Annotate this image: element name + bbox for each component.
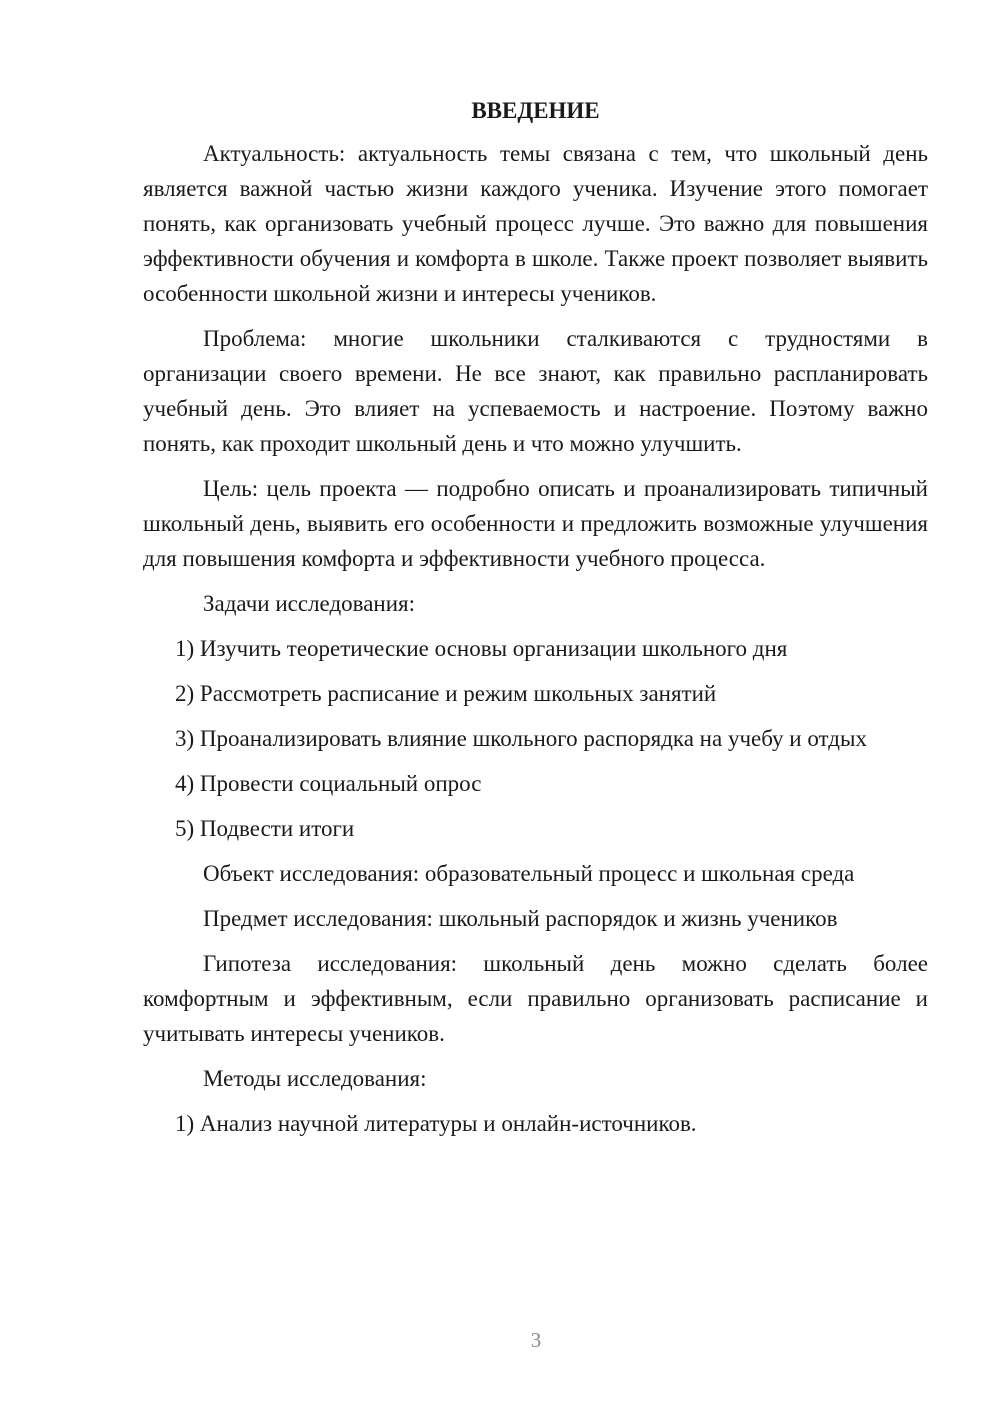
methods-heading: Методы исследования: xyxy=(203,1066,427,1091)
task-item: 3) Проанализировать влияние школьного распорядка на учебу и отдых xyxy=(175,726,867,751)
problem-paragraph: Проблема: многие школьники сталкиваются с трудностями в организации своего времени. Не все знают, как правильно распланировать учебный день. Это влияет на успеваемость и настроение. Поэтому важно понять, как проходит школьный день и что можно улучшить. xyxy=(143,326,928,456)
page-content xyxy=(143,92,928,1151)
hypothesis-paragraph: Гипотеза исследования: школьный день можно сделать более комфортным и эффективным, если правильно организовать расписание и учитывать интересы учеников. xyxy=(143,951,928,1046)
page-number: 3 xyxy=(530,1328,542,1352)
relevance-paragraph: Актуальность: актуальность темы связана с тем, что школьный день является важной частью жизни каждого ученика. Изучение этого помогает понять, как организовать учебный процесс лучше. Это важно для повышения эффективности обучения и комфорта в школе. Также проект позволяет выявить особенности школьной жизни и интересы учеников. xyxy=(143,141,928,306)
tasks-heading: Задачи исследования: xyxy=(203,591,416,616)
task-item: 2) Рассмотреть расписание и режим школьных занятий xyxy=(175,681,717,706)
goal-paragraph: Цель: цель проекта — подробно описать и проанализировать типичный школьный день, выявить его особенности и предложить возможные улучшения для повышения комфорта и эффективности учебного процесса. xyxy=(143,476,928,571)
task-item: 1) Изучить теоретические основы организации школьного дня xyxy=(175,636,788,661)
task-item: 4) Провести социальный опрос xyxy=(175,771,482,796)
research-subject: Предмет исследования: школьный распорядок и жизнь учеников xyxy=(203,906,838,931)
task-item: 5) Подвести итоги xyxy=(175,816,355,841)
method-item: 1) Анализ научной литературы и онлайн-источников. xyxy=(175,1111,697,1136)
section-title: ВВЕДЕНИЕ xyxy=(471,98,600,123)
research-object: Объект исследования: образовательный процесс и школьная среда xyxy=(203,861,855,886)
